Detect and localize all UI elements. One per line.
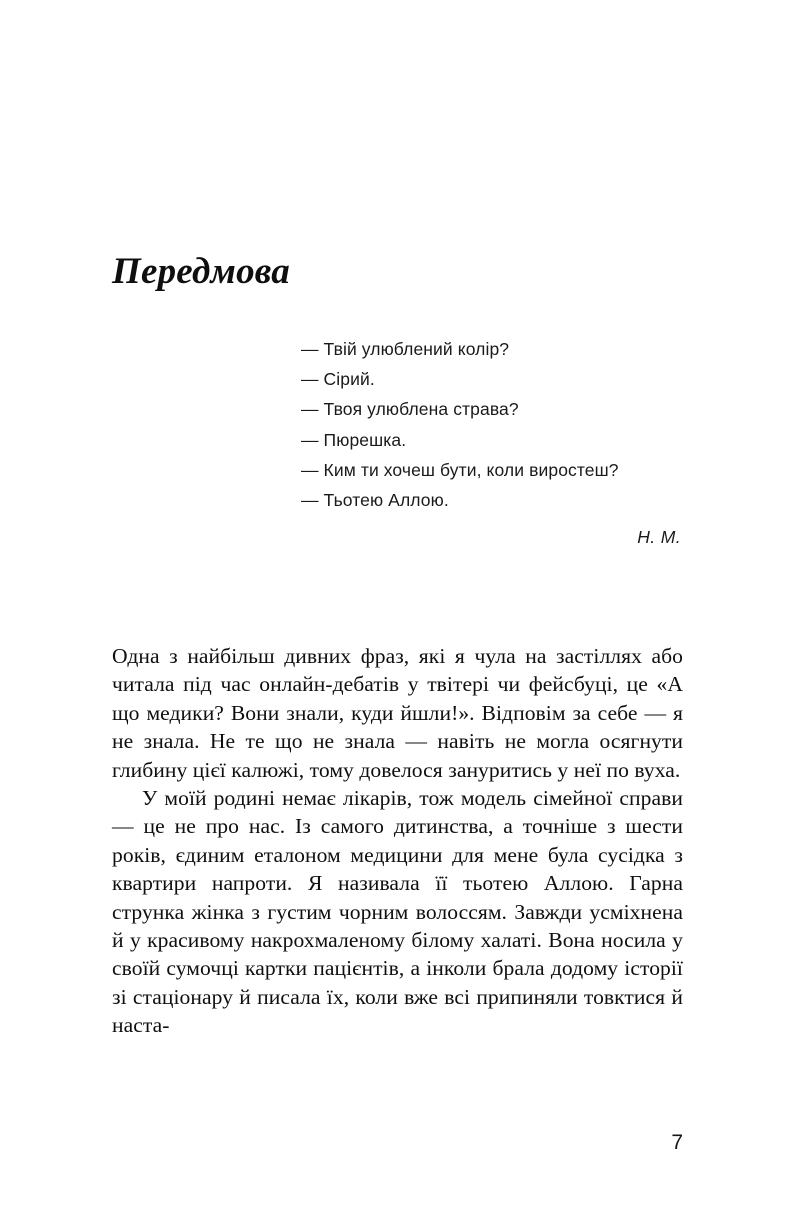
epigraph-line: — Твій улюблений колір? — [301, 339, 510, 359]
epigraph-line: — Твоя улюблена страва? — [301, 399, 519, 420]
epigraph-line: — Ким ти хочеш бути, коли виростеш? — [301, 459, 619, 480]
epigraph-block — [301, 334, 691, 515]
page-title: Передмова — [112, 250, 290, 292]
body-paragraph: У моїй родині немає лікарів, тож модель сімейної справи — це не про нас. Із самого дитинства, а точніше з шести років, єдиним еталоном медицини для мене була сусідка з квартири напроти. Я називала її тьотею Аллою. Гарна струнка жінка з густим чорним волоссям. Завжди усміхнена й у красивому накрохмаленому білому халаті. Вона носила у своїй сумочці картки пацієнтів, а інколи брала додому історії зі стаціонару й писала їх, коли вже всі припиняли товктися й наста- — [112, 786, 683, 1038]
body-text — [112, 642, 683, 1040]
page-number: 7 — [671, 1131, 683, 1154]
epigraph-line: — Пюрешка. — [301, 429, 407, 450]
body-paragraph: Одна з найбільш дивних фраз, які я чула на застіллях або читала під час онлайн-дебатів у твітері чи фейсбуці, це «А що медики? Вони знали, куди йшли!». Відповім за себе — я не знала. Не те що не знала — навіть не могла осягнути глибину цієї калюжі, тому довелося зануритись у неї по вуха. — [112, 644, 683, 782]
epigraph-attribution: Н. М. — [637, 527, 681, 547]
epigraph-line: — Сірий. — [301, 369, 375, 390]
epigraph-line: — Тьотею Аллою. — [301, 490, 449, 511]
